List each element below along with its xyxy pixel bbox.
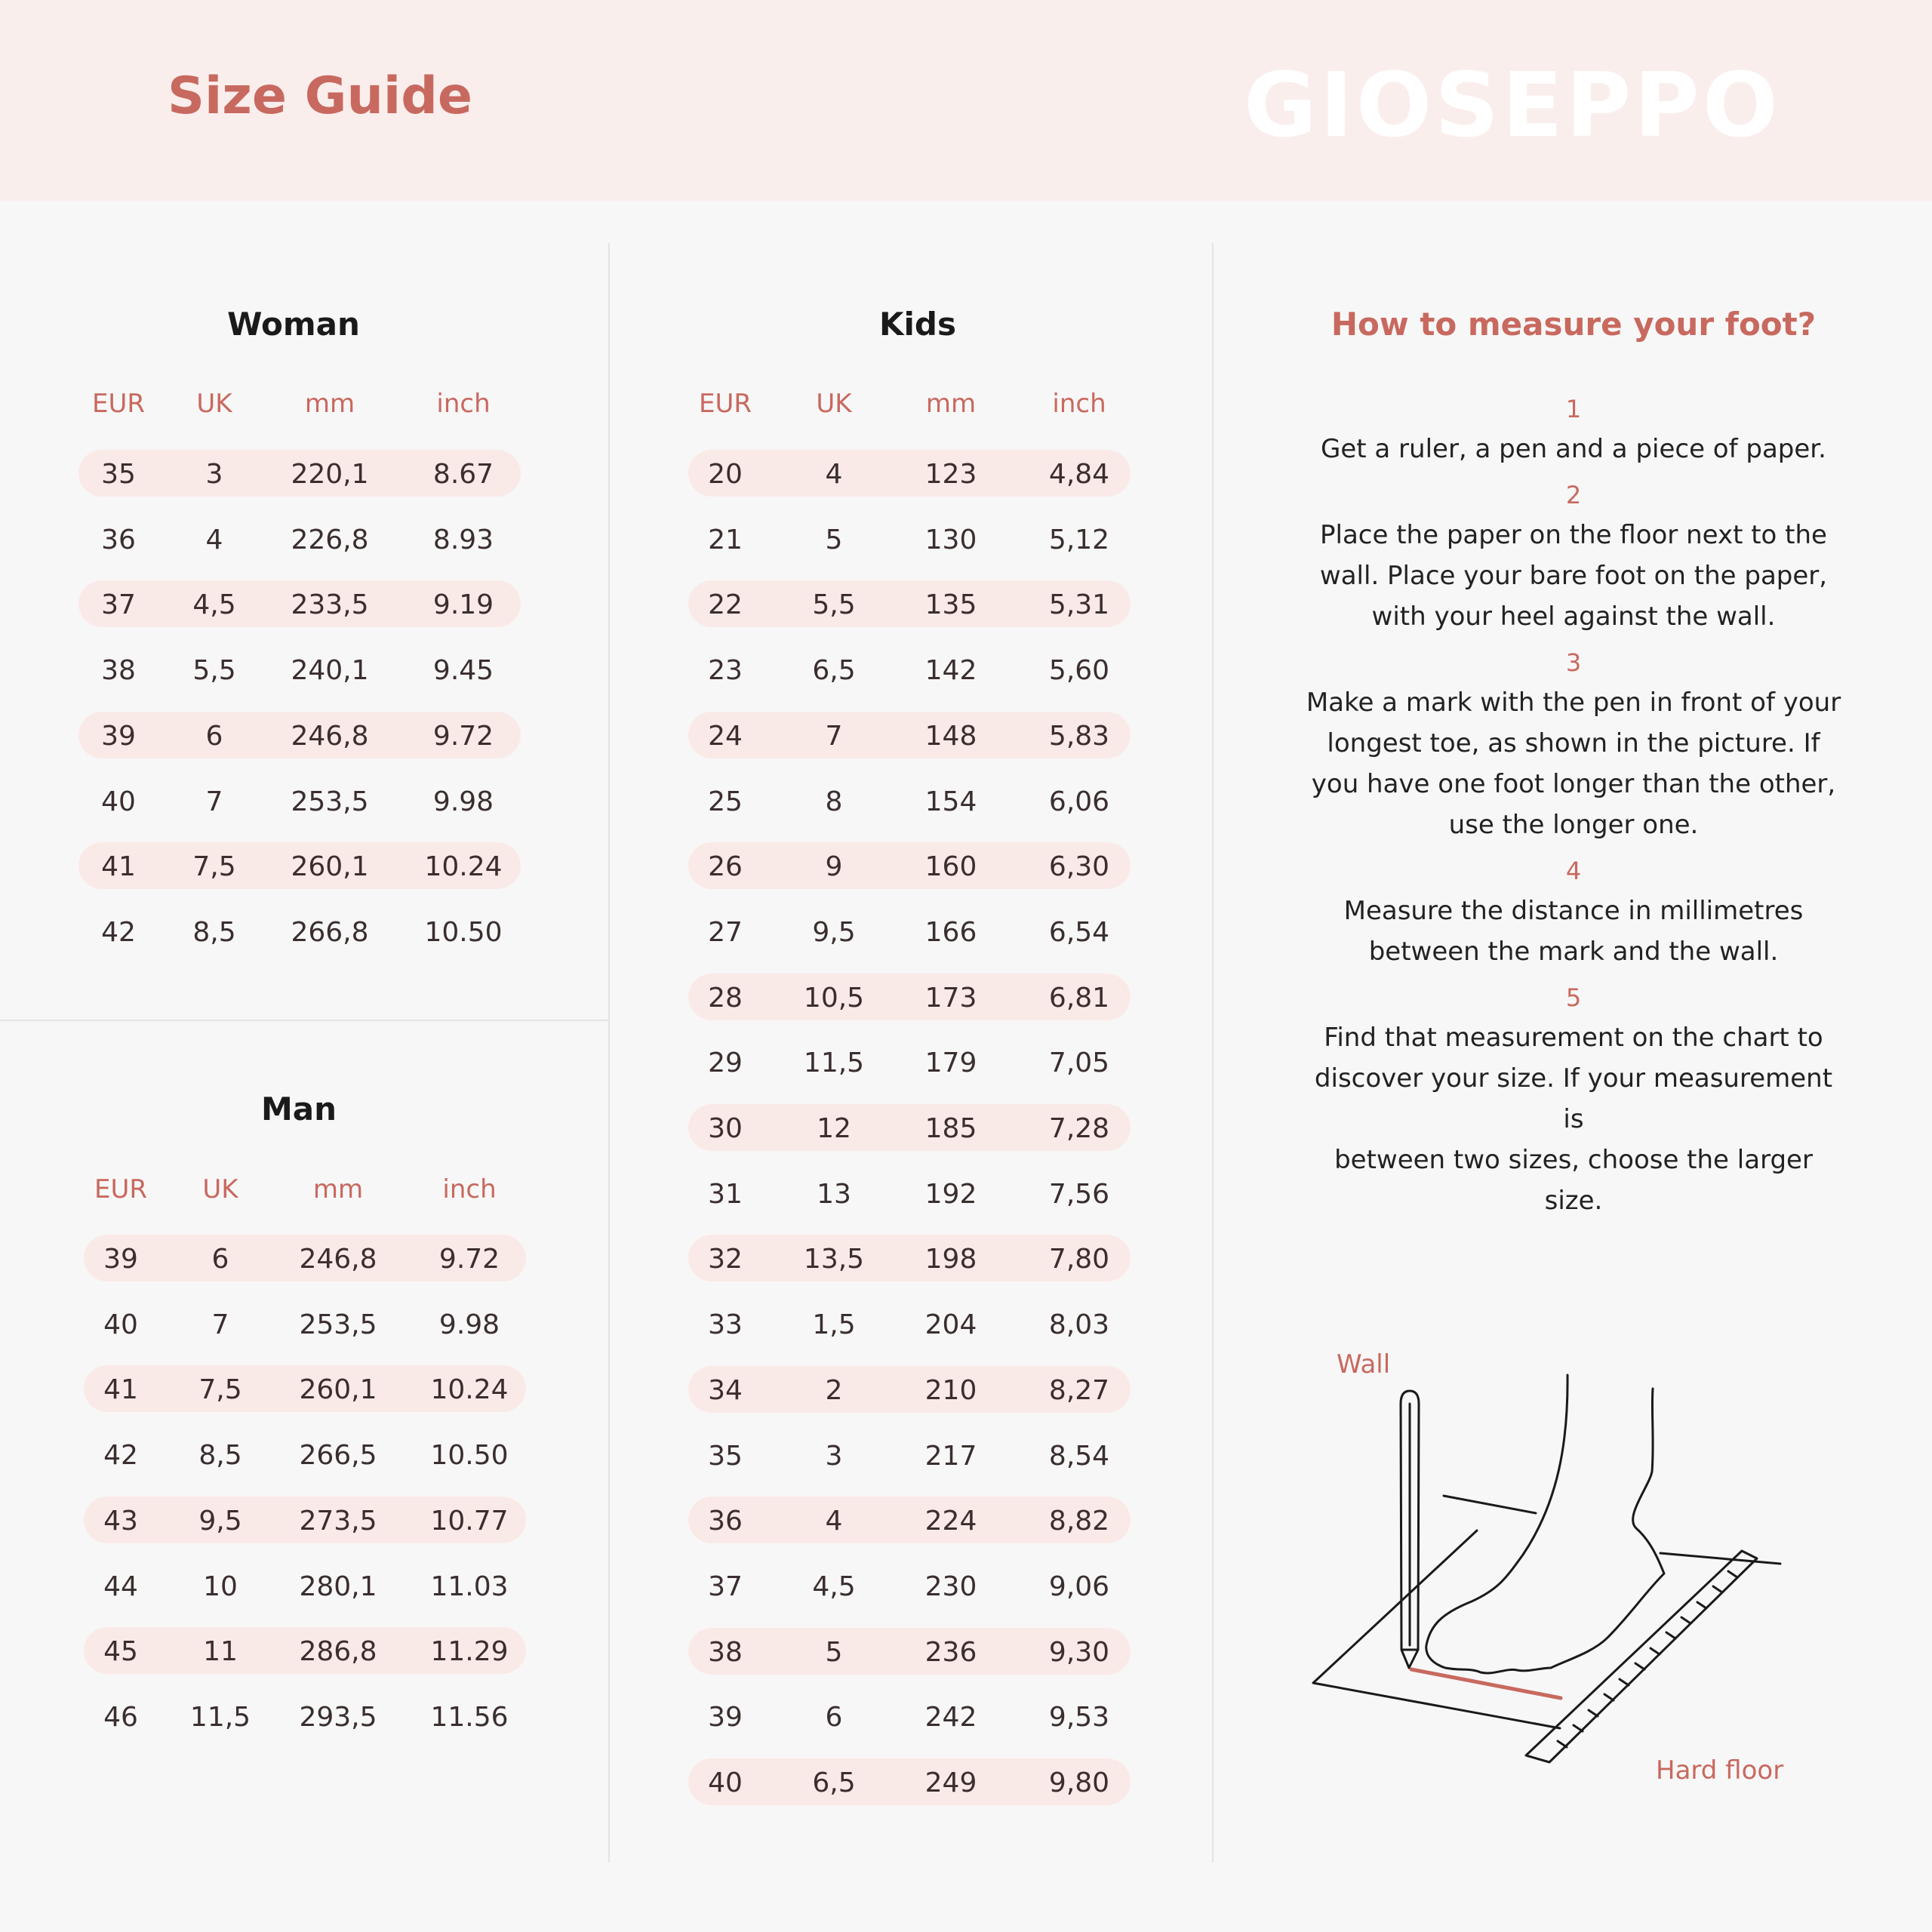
table-cell: 6 — [825, 1702, 843, 1734]
table-cell: 36 — [101, 524, 136, 555]
table-cell: 7 — [205, 786, 223, 817]
table-cell: 4,5 — [812, 1571, 856, 1602]
table-cell: 8.93 — [432, 524, 494, 555]
wall-floor-line-left — [1444, 1496, 1536, 1513]
table-cell: 266,5 — [299, 1440, 377, 1472]
table-cell: 32 — [708, 1244, 743, 1275]
table-cell: 1,5 — [812, 1309, 856, 1341]
table-cell: 260,1 — [299, 1374, 377, 1406]
table-cell: 35 — [708, 1440, 743, 1472]
table-cell: 10.24 — [424, 851, 503, 883]
table-cell: 7 — [825, 720, 843, 752]
table-cell: 39 — [103, 1244, 138, 1275]
table-cell: 24 — [708, 720, 743, 752]
table-cell: 46 — [103, 1701, 138, 1733]
table-cell: 173 — [924, 982, 977, 1014]
table-cell: 6,81 — [1048, 982, 1110, 1014]
table-cell: 10.77 — [430, 1505, 509, 1537]
table-cell: 11 — [203, 1636, 238, 1668]
table-cell: 8,5 — [198, 1440, 242, 1472]
step-text: Measure the distance in millimetres between the mark and the wall. — [1343, 896, 1804, 967]
table-cell: 39 — [708, 1702, 743, 1734]
table-cell: 34 — [708, 1374, 743, 1406]
table-cell: 266,8 — [291, 916, 369, 948]
table-cell: 44 — [103, 1571, 138, 1602]
howto-steps — [1302, 392, 1845, 1230]
table-cell: 8.67 — [432, 459, 494, 490]
col-header-uk: UK — [196, 389, 232, 419]
table-cell: 27 — [708, 916, 743, 948]
wall-label: Wall — [1337, 1349, 1391, 1380]
table-cell: 7,56 — [1048, 1178, 1110, 1210]
table-cell: 253,5 — [291, 786, 369, 817]
table-cell: 192 — [924, 1178, 977, 1210]
step-number: 1 — [1565, 395, 1582, 423]
table-cell: 10,5 — [803, 982, 865, 1014]
table-cell: 37 — [101, 589, 136, 621]
table-cell: 30 — [708, 1113, 743, 1144]
table-cell: 5,12 — [1048, 524, 1110, 555]
table-cell: 29 — [708, 1048, 743, 1079]
table-cell: 9,53 — [1048, 1702, 1110, 1734]
table-cell: 26 — [708, 851, 743, 883]
table-cell: 5 — [825, 524, 843, 555]
table-cell: 11.03 — [430, 1571, 509, 1602]
step-number: 3 — [1565, 648, 1582, 677]
table-cell: 166 — [924, 916, 977, 948]
col-header-eur: EUR — [94, 1174, 147, 1204]
col-header-eur: EUR — [92, 389, 145, 419]
table-cell: 130 — [924, 524, 977, 555]
table-cell: 5,31 — [1048, 589, 1110, 621]
table-cell: 10.50 — [430, 1440, 509, 1472]
table-cell: 142 — [924, 655, 977, 687]
table-cell: 36 — [708, 1506, 743, 1537]
table-cell: 242 — [924, 1702, 977, 1734]
table-cell: 154 — [924, 786, 977, 817]
table-cell: 273,5 — [299, 1505, 377, 1537]
table-cell: 9 — [825, 851, 843, 883]
table-cell: 35 — [101, 459, 136, 490]
table-cell: 38 — [101, 655, 136, 687]
table-cell: 9.98 — [432, 786, 494, 817]
table-cell: 7,5 — [198, 1374, 242, 1406]
table-cell: 28 — [708, 982, 743, 1014]
table-cell: 21 — [708, 524, 743, 555]
table-cell: 13 — [817, 1178, 851, 1210]
table-cell: 236 — [924, 1636, 977, 1668]
table-cell: 23 — [708, 655, 743, 687]
table-cell: 246,8 — [299, 1244, 377, 1275]
table-cell: 6,06 — [1048, 786, 1110, 817]
table-cell: 7,80 — [1048, 1244, 1110, 1275]
table-cell: 260,1 — [291, 851, 369, 883]
table-cell: 6,30 — [1048, 851, 1110, 883]
table-cell: 253,5 — [299, 1309, 377, 1340]
table-cell: 160 — [924, 851, 977, 883]
table-cell: 246,8 — [291, 720, 369, 752]
table-cell: 10.24 — [430, 1374, 509, 1406]
col-header-mm: mm — [304, 389, 355, 419]
table-cell: 8,82 — [1048, 1506, 1110, 1537]
table-cell: 43 — [103, 1505, 138, 1537]
table-cell: 148 — [924, 720, 977, 752]
table-cell: 37 — [708, 1571, 743, 1602]
table-cell: 9.19 — [432, 589, 494, 621]
table-cell: 233,5 — [291, 589, 369, 621]
table-cell: 249 — [924, 1767, 977, 1798]
woman-title: Woman — [227, 306, 360, 343]
table-cell: 5,5 — [812, 589, 856, 621]
ruler — [1526, 1551, 1757, 1762]
table-cell: 4,84 — [1048, 459, 1110, 490]
table-cell: 9,80 — [1048, 1767, 1110, 1798]
table-cell: 9,5 — [812, 916, 856, 948]
brand-logo: GIOSEPPO — [1244, 53, 1781, 157]
paper-outline — [1313, 1531, 1560, 1728]
table-cell: 220,1 — [291, 459, 369, 490]
table-cell: 40 — [101, 786, 136, 817]
table-cell: 41 — [101, 851, 136, 883]
step-text: Find that measurement on the chart to discover your size. If your measurement is between two sizes, choose the larger size. — [1314, 1023, 1833, 1216]
table-cell: 6 — [205, 720, 223, 752]
table-cell: 210 — [924, 1374, 977, 1406]
table-cell: 41 — [103, 1374, 138, 1406]
col-header-mm: mm — [925, 389, 977, 419]
table-cell: 9,5 — [198, 1505, 242, 1537]
table-cell: 5,5 — [192, 655, 236, 687]
table-cell: 2 — [825, 1374, 843, 1406]
table-cell: 12 — [817, 1113, 851, 1144]
table-cell: 11.29 — [430, 1636, 509, 1668]
table-cell: 8 — [825, 786, 843, 817]
table-cell: 3 — [205, 459, 223, 490]
table-cell: 8,54 — [1048, 1440, 1110, 1472]
table-cell: 9,30 — [1048, 1636, 1110, 1668]
man-title: Man — [260, 1091, 337, 1128]
col-header-uk: UK — [816, 389, 852, 419]
table-cell: 224 — [924, 1506, 977, 1537]
table-cell: 5 — [825, 1636, 843, 1668]
step-text: Get a ruler, a pen and a piece of paper. — [1321, 434, 1826, 464]
table-cell: 9.72 — [432, 720, 494, 752]
kids-title: Kids — [878, 306, 957, 343]
divider-woman-man — [0, 1020, 608, 1021]
table-cell: 3 — [825, 1440, 843, 1472]
table-cell: 11.56 — [430, 1701, 509, 1733]
table-cell: 204 — [924, 1309, 977, 1341]
step-text: Place the paper on the floor next to the wall. Place your bare foot on the paper, with your heel against the wall. — [1319, 520, 1828, 632]
table-cell: 286,8 — [299, 1636, 377, 1668]
table-cell: 6,5 — [812, 655, 856, 687]
table-cell: 4 — [825, 1506, 843, 1537]
wall-floor-line-right — [1660, 1553, 1780, 1564]
howto-title: How to measure your foot? — [1331, 306, 1817, 343]
col-header-inch: inch — [1052, 389, 1106, 419]
table-cell: 9.98 — [438, 1309, 500, 1340]
table-cell: 10 — [203, 1571, 238, 1602]
step-number: 4 — [1565, 857, 1582, 885]
foot-outline — [1426, 1375, 1664, 1673]
table-cell: 240,1 — [291, 655, 369, 687]
table-cell: 6,5 — [812, 1767, 856, 1798]
hard-floor-label: Hard floor — [1656, 1755, 1784, 1786]
page-title: Size Guide — [168, 66, 472, 126]
table-cell: 198 — [924, 1244, 977, 1275]
ruler-ticks — [1558, 1571, 1737, 1747]
table-cell: 31 — [708, 1178, 743, 1210]
table-cell: 226,8 — [291, 524, 369, 555]
table-cell: 9.45 — [432, 655, 494, 687]
table-cell: 5,83 — [1048, 720, 1110, 752]
table-cell: 40 — [708, 1767, 743, 1798]
table-cell: 33 — [708, 1309, 743, 1341]
table-cell: 185 — [924, 1113, 977, 1144]
table-cell: 7,28 — [1048, 1113, 1110, 1144]
table-cell: 8,03 — [1048, 1309, 1110, 1341]
table-cell: 9.72 — [438, 1244, 500, 1275]
col-header-inch: inch — [442, 1174, 497, 1204]
divider-right — [1212, 243, 1214, 1863]
table-cell: 45 — [103, 1636, 138, 1668]
table-cell: 13,5 — [803, 1244, 865, 1275]
header — [0, 0, 1932, 201]
table-cell: 280,1 — [299, 1571, 377, 1602]
table-cell: 4 — [825, 459, 843, 490]
table-cell: 7,5 — [192, 851, 236, 883]
col-header-eur: EUR — [699, 389, 752, 419]
table-cell: 293,5 — [299, 1701, 377, 1733]
table-cell: 135 — [924, 589, 977, 621]
table-cell: 22 — [708, 589, 743, 621]
step-number: 5 — [1565, 983, 1582, 1012]
divider-left — [608, 243, 610, 1863]
foot-measure-illustration — [1283, 1358, 1811, 1781]
table-cell: 123 — [924, 459, 977, 490]
table-cell: 20 — [708, 459, 743, 490]
table-cell: 42 — [103, 1440, 138, 1472]
table-cell: 11,5 — [803, 1048, 865, 1079]
table-cell: 179 — [924, 1048, 977, 1079]
table-cell: 4,5 — [192, 589, 236, 621]
table-cell: 9,06 — [1048, 1571, 1110, 1602]
step-number: 2 — [1565, 481, 1582, 509]
table-cell: 6 — [211, 1244, 229, 1275]
table-cell: 11,5 — [189, 1701, 251, 1733]
table-cell: 38 — [708, 1636, 743, 1668]
table-cell: 42 — [101, 916, 136, 948]
col-header-uk: UK — [202, 1174, 238, 1204]
table-cell: 217 — [924, 1440, 977, 1472]
table-cell: 25 — [708, 786, 743, 817]
table-cell: 10.50 — [424, 916, 503, 948]
table-cell: 7 — [211, 1309, 229, 1340]
col-header-mm: mm — [312, 1174, 364, 1204]
table-cell: 4 — [205, 524, 223, 555]
table-cell: 230 — [924, 1571, 977, 1602]
table-cell: 7,05 — [1048, 1048, 1110, 1079]
table-cell: 39 — [101, 720, 136, 752]
table-cell: 5,60 — [1048, 655, 1110, 687]
table-cell: 6,54 — [1048, 916, 1110, 948]
table-cell: 40 — [103, 1309, 138, 1340]
table-cell: 8,27 — [1048, 1374, 1110, 1406]
step-text: Make a mark with the pen in front of your longest toe, as shown in the picture. If you have one foot longer than the other, use the longer one. — [1306, 688, 1841, 840]
table-cell: 8,5 — [192, 916, 236, 948]
col-header-inch: inch — [436, 389, 491, 419]
